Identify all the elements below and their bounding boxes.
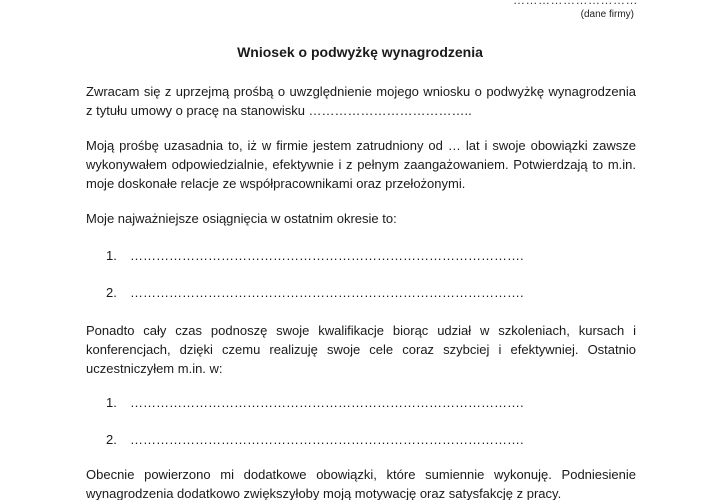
list-item: [106, 283, 524, 302]
company-label: (dane firmy): [580, 9, 634, 20]
paragraph-request: Zwracam się z uprzejmą prośbą o uwzględnienie mojego wniosku o podwyżkę wynagrodzenia z tytułu umowy o pracę na stanowisku ………………………………..: [86, 84, 636, 118]
list-item-number: 1.: [106, 248, 117, 263]
list-item-placeholder: ……………………………………………………………………………….: [130, 395, 524, 410]
company-placeholder-dots: …………………………: [513, 0, 638, 7]
list-item: [106, 430, 524, 449]
list-item-placeholder: ……………………………………………………………………………….: [130, 432, 524, 447]
list-item: [106, 246, 524, 265]
list-item-placeholder: ……………………………………………………………………………….: [130, 285, 524, 300]
paragraph-qualifications: Ponadto cały czas podnoszę swoje kwalifikacje biorąc udział w szkoleniach, kursach i konferencjach, dzięki czemu realizuję swoje cele coraz szybciej i efektywniej. Ostatnio uczestniczyłem m.in. w:: [86, 323, 636, 376]
paragraph-additional-duties: Obecnie powierzono mi dodatkowe obowiązki, które sumiennie wykonuję. Podniesienie wynagrodzenia dodatkowo zwiększyłoby moją motywację oraz satysfakcję z pracy.: [86, 467, 636, 500]
paragraph-justification: Moją prośbę uzasadnia to, iż w firmie jestem zatrudniony od … lat i swoje obowiązki zawsze wykonywałem odpowiedzialnie, efektywnie i z pełnym zaangażowaniem. Potwierdzają to m.in. moje doskonałe relacje ze współpracownikami oraz przełożonymi.: [86, 138, 636, 191]
list-item-number: 1.: [106, 395, 117, 410]
list-item-placeholder: ……………………………………………………………………………….: [130, 248, 524, 263]
list-item-number: 2.: [106, 285, 117, 300]
list-item-number: 2.: [106, 432, 117, 447]
list-item: [106, 393, 524, 412]
paragraph-achievements-intro: Moje najważniejsze osiągnięcia w ostatnim okresie to:: [86, 211, 397, 226]
document-title: Wniosek o podwyżkę wynagrodzenia: [237, 44, 483, 60]
